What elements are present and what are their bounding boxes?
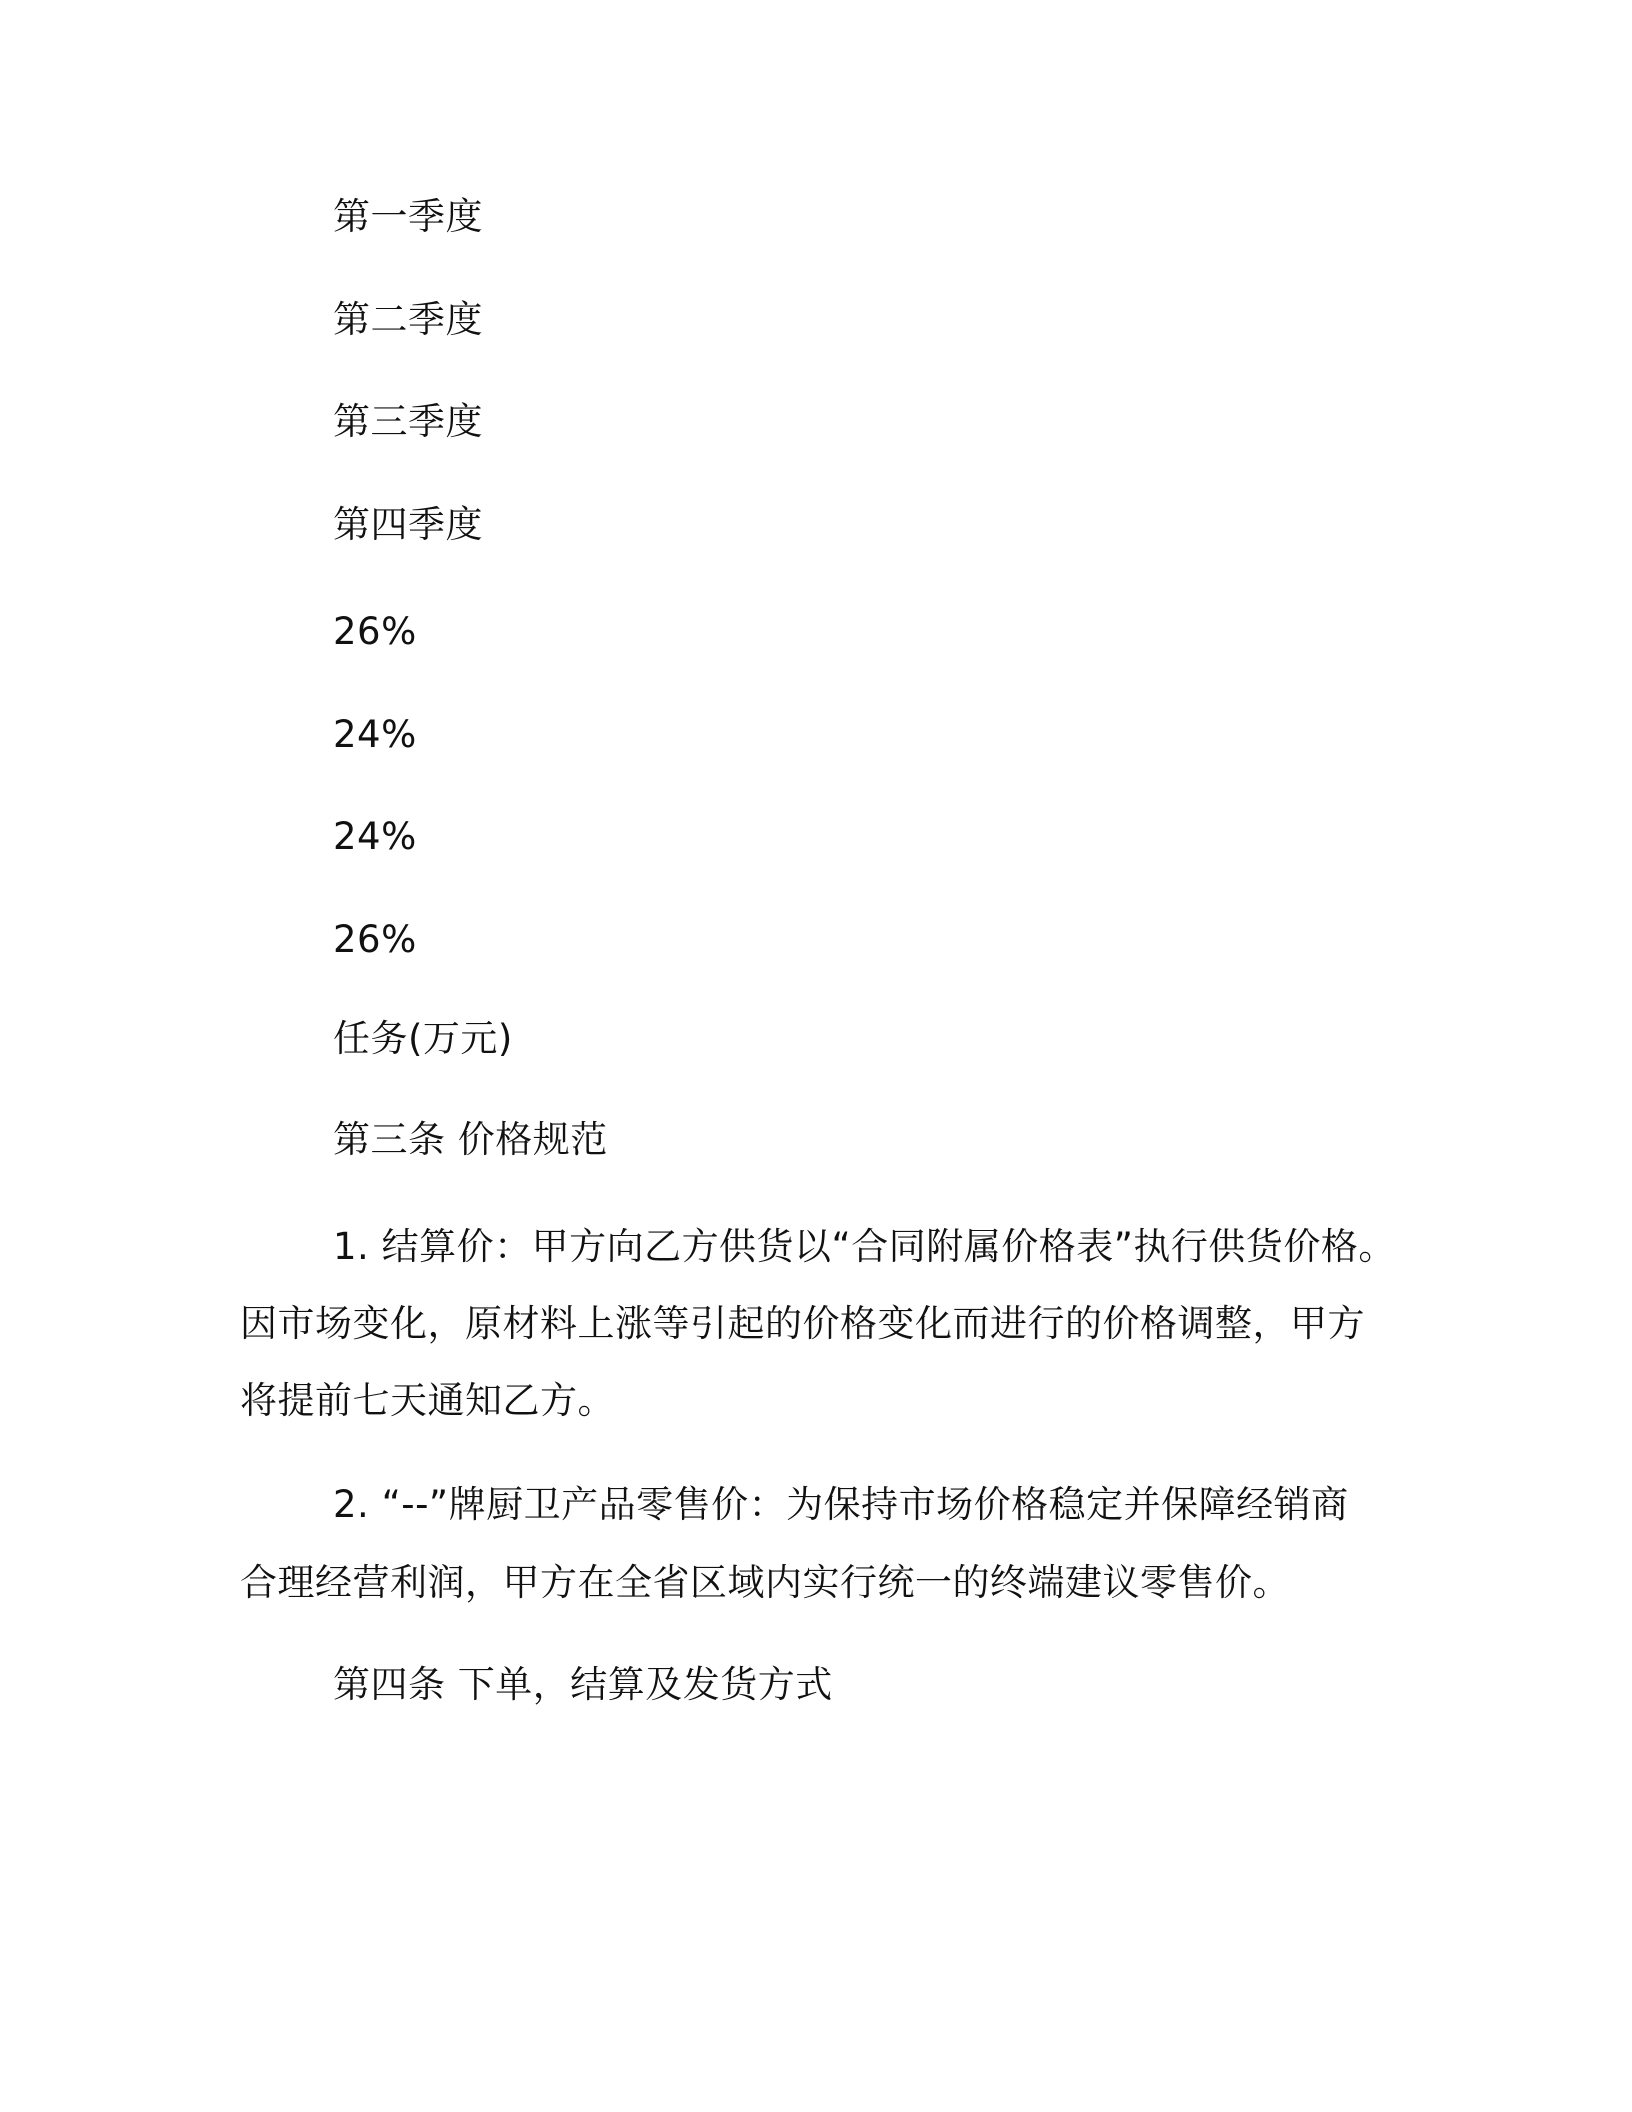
quarter-3-label: 第三季度 [333,400,483,443]
article-3-item-2-line-1: 2. “--”牌厨卫产品零售价：为保持市场价格稳定并保障经销商 [333,1483,1349,1526]
article-3-item-2-line-2: 合理经营利润，甲方在全省区域内实行统一的终端建议零售价。 [240,1561,1290,1604]
quarter-4-label: 第四季度 [333,503,483,546]
percentage-value: 26% [333,610,417,653]
quarter-2-label: 第二季度 [333,298,483,341]
task-label: 任务(万元) [333,1017,513,1060]
article-3-item-1-line-1: 1. 结算价：甲方向乙方供货以“合同附属价格表”执行供货价格。 [333,1225,1396,1268]
article-3-heading: 第三条 价格规范 [333,1118,608,1161]
percentage-value: 24% [333,713,417,756]
article-4-heading: 第四条 下单，结算及发货方式 [333,1663,833,1706]
percentage-value: 24% [333,815,417,858]
article-3-item-1-line-3: 将提前七天通知乙方。 [240,1379,615,1422]
article-3-item-1-line-2: 因市场变化，原材料上涨等引起的价格变化而进行的价格调整，甲方 [240,1302,1365,1345]
quarter-1-label: 第一季度 [333,195,483,238]
percentage-value: 26% [333,918,417,961]
